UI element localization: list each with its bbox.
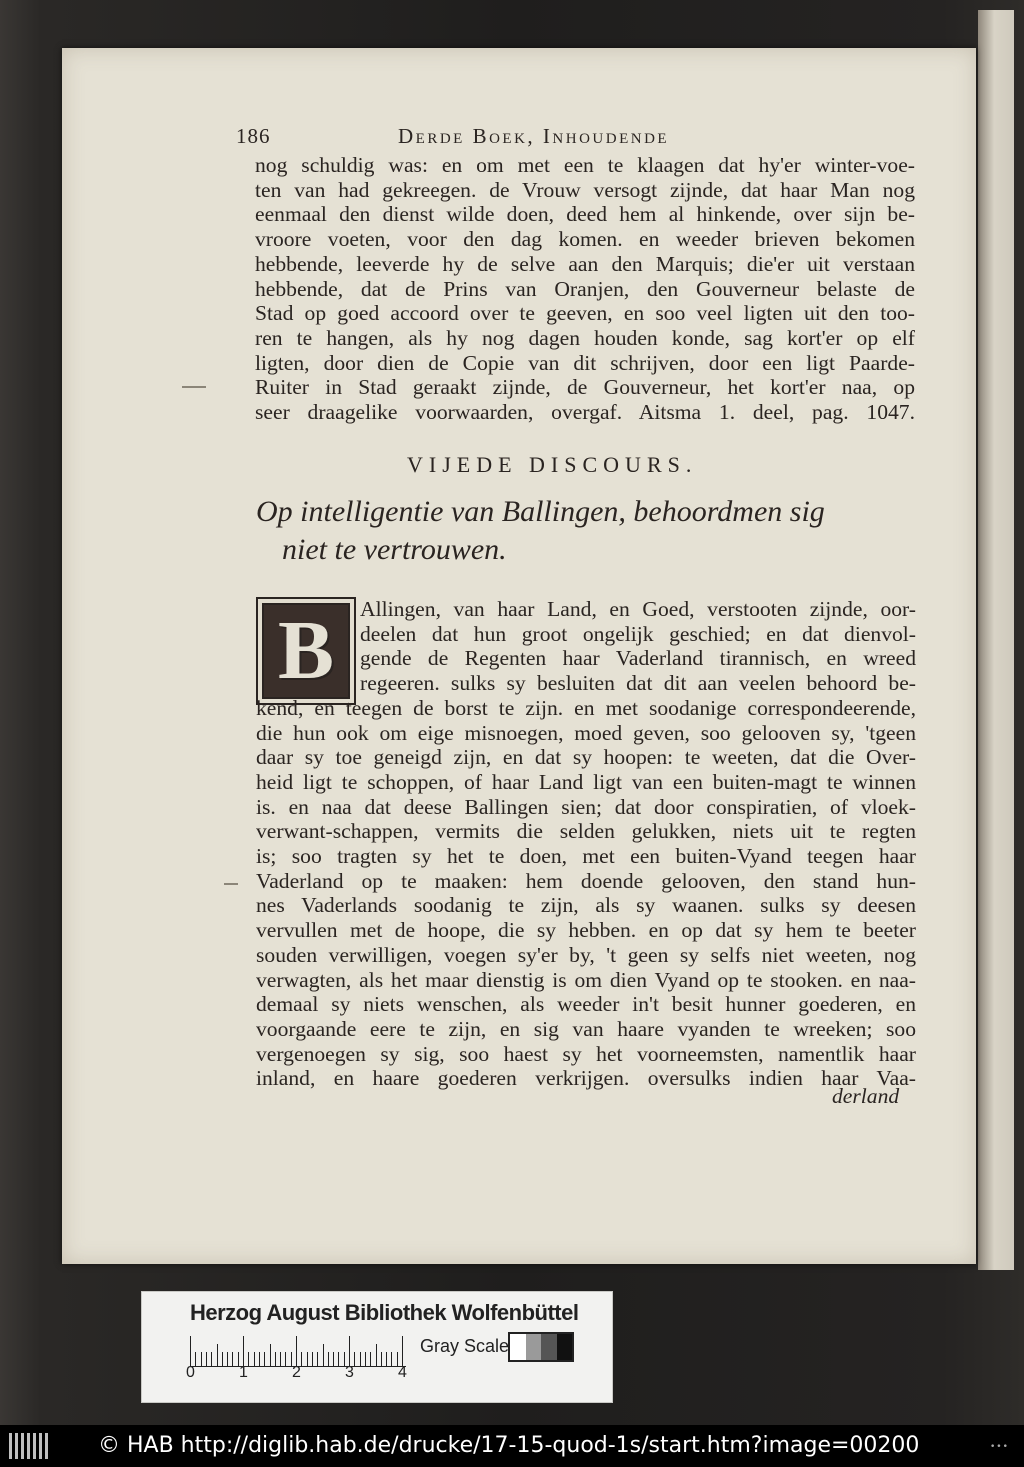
gray-swatch: [510, 1334, 526, 1360]
text-line: regeeren. sulks sy besluiten dat dit aan veelen behoord be-: [360, 671, 916, 696]
ruler-numbers: [186, 1364, 416, 1386]
text-line: vroore voeten, voor den dag komen. en weeder brieven bekomen: [255, 227, 915, 252]
ruler-tick: [217, 1344, 218, 1366]
running-head: Derde Boek, Inhoudende: [398, 124, 670, 148]
paragraph-main: [256, 597, 916, 1091]
text-line: seer draagelike voorwaarden, overgaf. Aitsma 1. deel, pag. 1047.: [255, 400, 915, 425]
ruler-tick: [402, 1336, 403, 1366]
text-line: inland, en haare goederen verkrijgen. oversulks indien haar Vaa-: [256, 1066, 916, 1091]
ruler-tick: [323, 1344, 324, 1366]
margin-mark: [224, 883, 238, 885]
facing-page-edge: [978, 10, 1014, 1270]
ruler-tick: [296, 1336, 297, 1366]
library-name: Herzog August Bibliothek Wolfenbüttel: [190, 1300, 579, 1325]
ruler-number: 3: [345, 1364, 354, 1381]
text-line: Ruiter in Stad geraakt zijnde, de Gouverneur, het kort'er naa, op: [255, 375, 915, 400]
text-line: heid ligt te schoppen, of haar Land ligt van een buiten-magt te winnen: [256, 769, 916, 794]
ruler-tick: [190, 1336, 191, 1366]
text-line: vergenoegen sy sig, soo haest sy het voorneemsten, namentlik haar: [256, 1041, 916, 1066]
gray-scale-swatches: [508, 1332, 574, 1362]
text-line: die hun ook om eige misnoegen, moed geven, soo gelooven sy, 'tgeen: [256, 720, 916, 745]
text-line: ren te hangen, als hy nog dagen houden konde, sag kort'er op elf: [255, 325, 915, 350]
text-line: hebbende, dat de Prins van Oranjen, den Gouverneur belaste de: [255, 276, 915, 301]
library-color-card: [141, 1291, 613, 1403]
running-header: [236, 122, 766, 156]
copyright-url[interactable]: © HAB http://diglib.hab.de/drucke/17-15-quod-1s/start.htm?image=00200: [98, 1433, 920, 1458]
text-line: verwant-schappen, vermits die selden gelukken, niets uit te regten: [256, 819, 916, 844]
initial-letter: B: [277, 604, 335, 697]
text-line: ligten, door dien de Copie van dit schrijven, door een ligt Paarde-: [255, 350, 915, 375]
more-icon[interactable]: •••: [990, 1442, 1009, 1452]
text-line: vervullen met de hoope, die sy hebben. en op dat sy hem te beeter: [256, 918, 916, 943]
text-line: Stad op goed accoord over te geeven, en soo veel ligten uit den too-: [255, 301, 915, 326]
text-line: voorgaande eere te zijn, en sig van haare vyanden te wreeken; soo: [256, 1016, 916, 1041]
margin-mark: [182, 386, 206, 388]
hab-logo-icon: [9, 1433, 49, 1459]
ruler-number: 0: [186, 1364, 195, 1381]
text-line: is. en naa dat deese Ballingen sien; dat door conspiratien, of vloek-: [256, 794, 916, 819]
text-line: souden verwilligen, voegen sy'er by, 't geen sy selfs niet weeten, nog: [256, 942, 916, 967]
text-line: verwagten, als het maar dienstig is om dien Vyand op te stooken. en naa-: [256, 967, 916, 992]
subheading-line: niet te vertrouwen.: [282, 533, 507, 566]
footer-bar: [0, 1425, 1024, 1467]
ruler-tick: [243, 1336, 244, 1366]
ruler-number: 1: [239, 1364, 248, 1381]
gray-swatch: [557, 1334, 573, 1360]
text-line: daar sy toe geneigd zijn, en dat sy hoopen: te weeten, dat die Over-: [256, 745, 916, 770]
page-number: 186: [236, 124, 271, 148]
gray-swatch: [541, 1334, 557, 1360]
text-line: ten van had gekreegen. de Vrouw versogt zijnde, dat haar Man nog: [255, 177, 915, 202]
gray-swatch: [526, 1334, 542, 1360]
text-line: nes Vaderlands soodanig te zijn, als sy waanen. sulks sy deesen: [256, 893, 916, 918]
text-line: kend, en teegen de borst te zijn. en met soodanige correspondeerende,: [256, 695, 916, 720]
text-line: Allingen, van haar Land, en Goed, verstooten zijnde, oor-: [360, 597, 916, 621]
ruler-tick: [376, 1344, 377, 1366]
text-line: Vaderland op te maaken: hem doende gelooven, den stand hun-: [256, 868, 916, 893]
text-line: nog schuldig was: en om met een te klaagen dat hy'er winter-voe-: [255, 153, 915, 177]
subheading-line: Op intelligentie van Ballingen, behoordmen sig: [256, 495, 825, 528]
paragraph-continued: [255, 153, 915, 425]
text-line: gende de Regenten haar Vaderland tirannisch, en wreed: [360, 646, 916, 671]
gray-scale-label: Gray Scale: [420, 1336, 510, 1356]
text-line: demaal sy niets wenschen, als weeder in't besit hunner goederen, en: [256, 992, 916, 1017]
section-heading: VIJEDE DISCOURS.: [407, 452, 698, 477]
catchword: derland: [832, 1084, 900, 1108]
scale-ruler: [190, 1332, 406, 1367]
text-line: deelen dat hun groot ongelijk geschied; en dat dienvol-: [360, 621, 916, 646]
ruler-number: 2: [292, 1364, 301, 1381]
ruler-number: 4: [398, 1364, 407, 1381]
text-line: eenmaal den dienst wilde doen, deed hem al hinkende, over sijn be-: [255, 202, 915, 227]
ruler-tick: [270, 1344, 271, 1366]
ruler-tick: [349, 1336, 350, 1366]
text-line: is; soo tragten sy het te doen, met een buiten-Vyand teegen haar: [256, 844, 916, 869]
section-subheading: [256, 493, 916, 569]
text-line: hebbende, leeverde hy de selve aan den Marquis; die'er uit verstaan: [255, 251, 915, 276]
